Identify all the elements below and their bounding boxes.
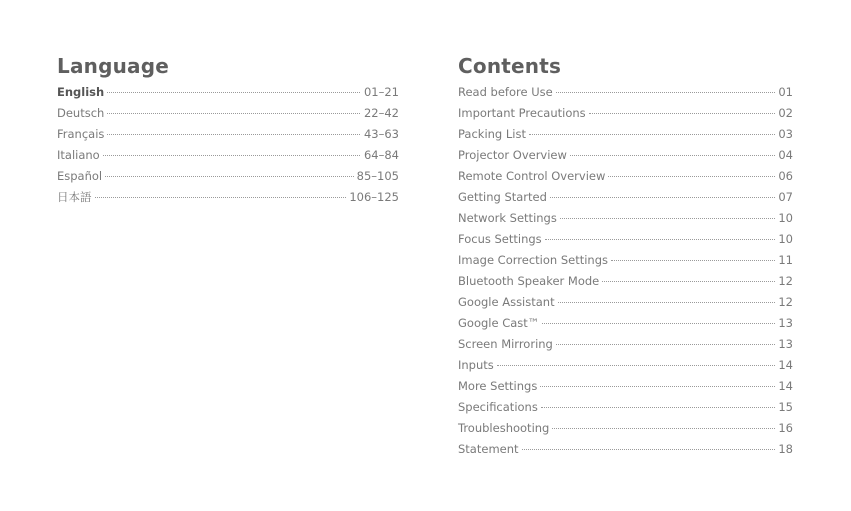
toc-label: Packing List [458, 127, 526, 141]
toc-label: Image Correction Settings [458, 253, 608, 267]
toc-item-remote-control-overview[interactable] [458, 166, 793, 187]
dot-leader [107, 92, 360, 93]
toc-page-number: 02 [778, 106, 793, 120]
language-label: Deutsch [57, 106, 105, 120]
toc-label: Important Precautions [458, 106, 586, 120]
dot-leader [103, 155, 360, 156]
dot-leader [560, 218, 776, 219]
toc-page-number: 14 [778, 379, 793, 393]
toc-item-getting-started[interactable] [458, 187, 793, 208]
toc-item-troubleshooting[interactable] [458, 418, 793, 439]
toc-item-specifications[interactable] [458, 397, 793, 418]
toc-item-projector-overview[interactable] [458, 145, 793, 166]
dot-leader [107, 113, 360, 114]
dot-leader [541, 407, 776, 408]
toc-item-focus-settings[interactable] [458, 229, 793, 250]
toc-label: Statement [458, 442, 519, 456]
dot-leader [550, 197, 775, 198]
language-item-english[interactable] [57, 82, 399, 103]
toc-page-number: 10 [778, 232, 793, 246]
contents-section [458, 52, 793, 460]
dot-leader [540, 386, 775, 387]
toc-item-packing-list[interactable] [458, 124, 793, 145]
toc-label: Bluetooth Speaker Mode [458, 274, 600, 288]
toc-item-important-precautions[interactable] [458, 103, 793, 124]
toc-page-number: 12 [778, 295, 793, 309]
toc-page-number: 12 [778, 274, 793, 288]
toc-label: Specifications [458, 400, 538, 414]
dot-leader [589, 113, 776, 114]
toc-item-google-assistant[interactable] [458, 292, 793, 313]
toc-label: Projector Overview [458, 148, 567, 162]
toc-item-google-cast[interactable] [458, 313, 793, 334]
dot-leader [529, 134, 775, 135]
language-heading: Language [57, 54, 170, 78]
toc-page-number: 04 [778, 148, 793, 162]
toc-label: Network Settings [458, 211, 557, 225]
dot-leader [105, 176, 354, 177]
language-pages: 85–105 [356, 169, 399, 183]
toc-item-network-settings[interactable] [458, 208, 793, 229]
language-item-deutsch[interactable] [57, 103, 399, 124]
toc-label: Read before Use [458, 85, 553, 99]
toc-label: Google Assistant [458, 295, 555, 309]
dot-leader [556, 344, 776, 345]
toc-label: Google Cast™ [458, 316, 540, 330]
language-label: Español [57, 169, 103, 183]
toc-page-number: 01 [778, 85, 793, 99]
toc-label: More Settings [458, 379, 538, 393]
dot-leader [497, 365, 776, 366]
toc-label: Troubleshooting [458, 421, 550, 435]
language-list [57, 82, 399, 208]
toc-page-number: 15 [778, 400, 793, 414]
toc-page-number: 13 [778, 316, 793, 330]
toc-label: Inputs [458, 358, 494, 372]
language-pages: 22–42 [363, 106, 399, 120]
toc-page-number: 06 [778, 169, 793, 183]
toc-page-number: 13 [778, 337, 793, 351]
toc-label: Focus Settings [458, 232, 542, 246]
toc-page-number: 10 [778, 211, 793, 225]
toc-label: Screen Mirroring [458, 337, 553, 351]
toc-page-number: 07 [778, 190, 793, 204]
language-label: Français [57, 127, 105, 141]
language-label: Italiano [57, 148, 100, 162]
dot-leader [611, 260, 775, 261]
dot-leader [542, 323, 775, 324]
toc-item-more-settings[interactable] [458, 376, 793, 397]
toc-label: Remote Control Overview [458, 169, 606, 183]
language-pages: 64–84 [363, 148, 399, 162]
contents-heading: Contents [458, 54, 562, 78]
dot-leader [552, 428, 775, 429]
toc-item-read-before-use[interactable] [458, 82, 793, 103]
language-pages: 43–63 [363, 127, 399, 141]
language-item-francais[interactable] [57, 124, 399, 145]
dot-leader [570, 155, 775, 156]
toc-item-inputs[interactable] [458, 355, 793, 376]
toc-item-statement[interactable] [458, 439, 793, 460]
dot-leader [602, 281, 775, 282]
language-label: English [57, 85, 105, 99]
dot-leader [558, 302, 776, 303]
toc-page-number: 18 [778, 442, 793, 456]
language-pages: 01–21 [363, 85, 399, 99]
language-section [57, 52, 399, 208]
toc-page-number: 03 [778, 127, 793, 141]
language-item-italiano[interactable] [57, 145, 399, 166]
dot-leader [608, 176, 775, 177]
dot-leader [556, 92, 776, 93]
toc-item-image-correction-settings[interactable] [458, 250, 793, 271]
toc-item-screen-mirroring[interactable] [458, 334, 793, 355]
toc-page-number: 14 [778, 358, 793, 372]
dot-leader [522, 449, 776, 450]
language-label: 日本語 [57, 190, 92, 204]
toc-item-bluetooth-speaker-mode[interactable] [458, 271, 793, 292]
dot-leader [107, 134, 360, 135]
dot-leader [95, 197, 347, 198]
contents-list [458, 82, 793, 460]
language-item-japanese[interactable] [57, 187, 399, 208]
language-item-espanol[interactable] [57, 166, 399, 187]
toc-label: Getting Started [458, 190, 547, 204]
dot-leader [545, 239, 776, 240]
toc-page-number: 16 [778, 421, 793, 435]
language-pages: 106–125 [349, 190, 399, 204]
toc-page-number: 11 [778, 253, 793, 267]
